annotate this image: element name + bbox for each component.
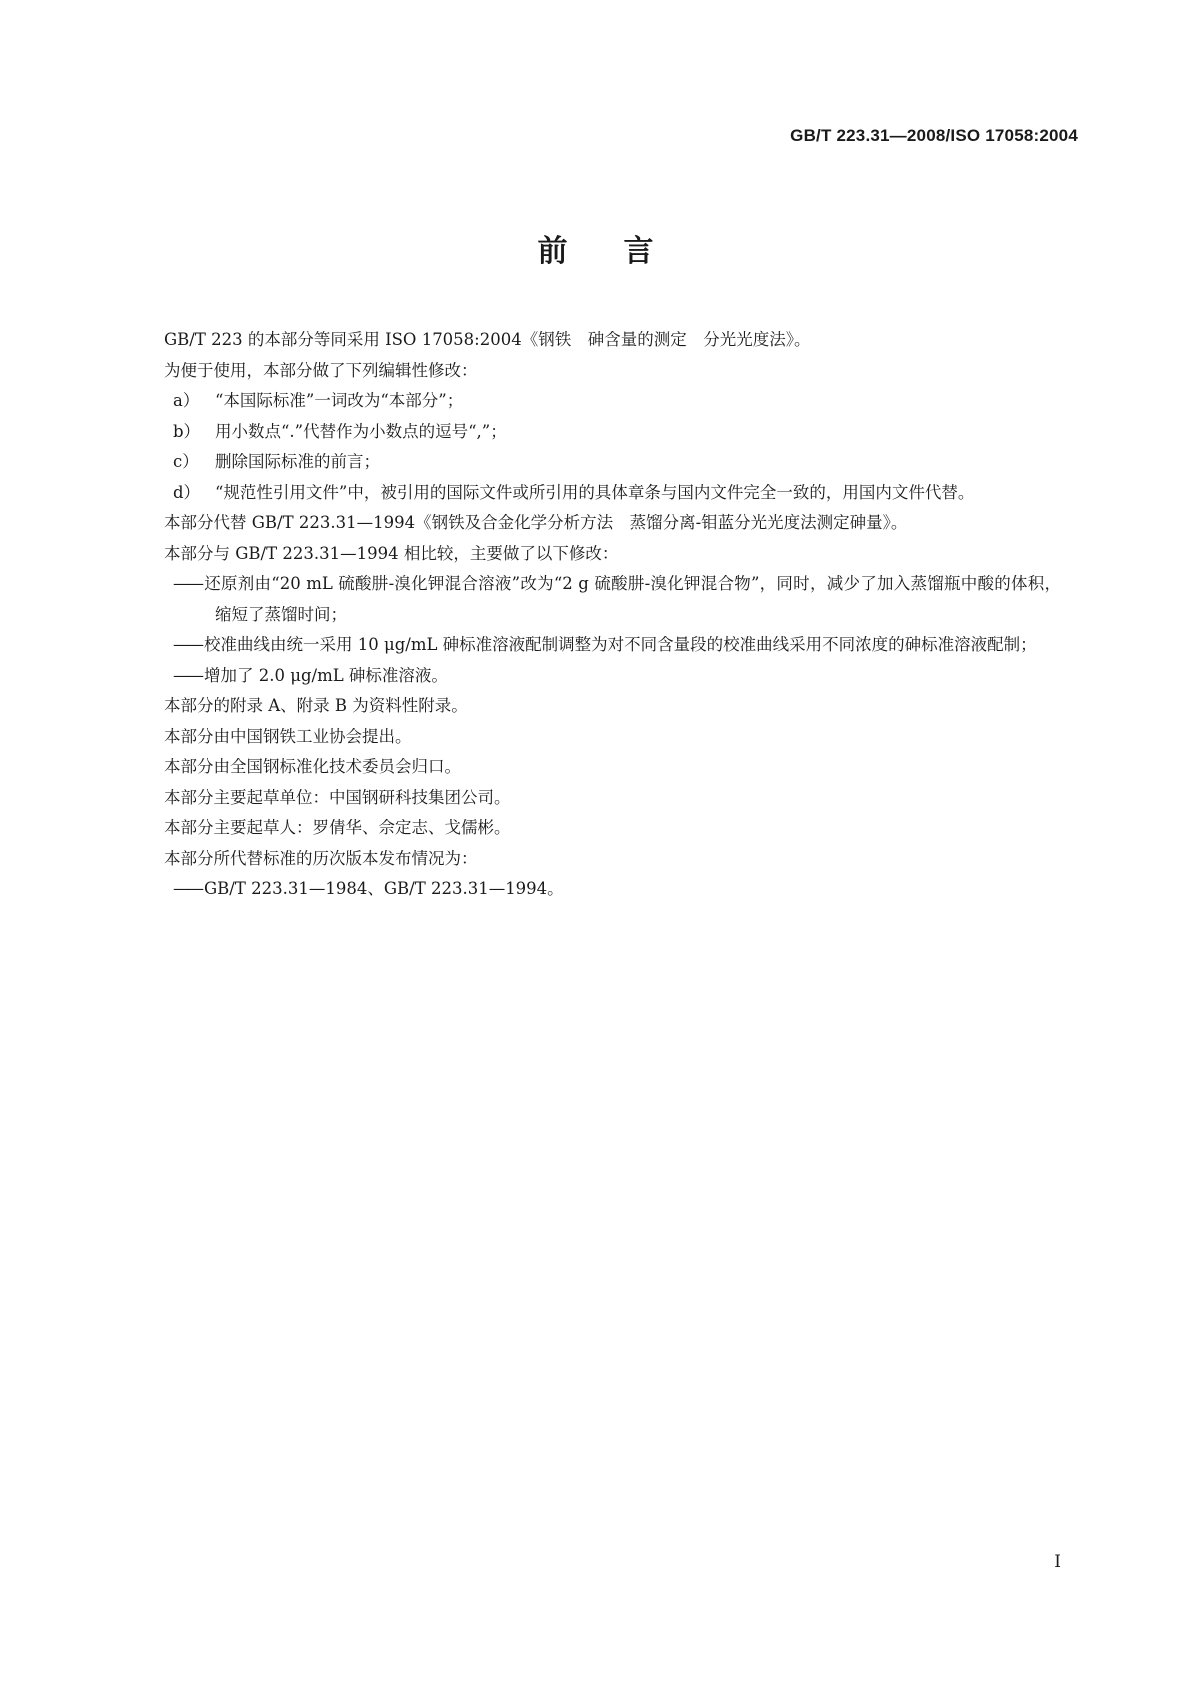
change-text: 校准曲线由统一采用 10 μg/mL 砷标准溶液配制调整为对不同含量段的校准曲线采用不同浓度的砷标准溶液配制； — [204, 635, 1037, 654]
dash-marker: —— — [173, 665, 202, 685]
dash-marker: —— — [173, 879, 202, 898]
standard-number-header: GB/T 223.31—2008/ISO 17058:2004 — [790, 126, 1078, 145]
drafting-organization: 本部分主要起草单位：中国钢研科技集团公司。 — [164, 787, 511, 807]
replacement-statement: 本部分代替 GB/T 223.31—1994《钢铁及合金化学分析方法 蒸馏分离-钼蓝分光光度法测定砷量》。 — [164, 513, 908, 532]
committee-statement: 本部分由全国钢标准化技术委员会归口。 — [164, 757, 461, 776]
editorial-change-item — [131, 447, 1061, 478]
adoption-statement: GB/T 223 的本部分等同采用 ISO 17058:2004《钢铁 砷含量的测定 分光光度法》。 — [164, 330, 811, 349]
history-text: GB/T 223.31—1984、GB/T 223.31—1994。 — [204, 879, 564, 898]
technical-changes-intro: 本部分与 GB/T 223.31—1994 相比较，主要做了以下修改： — [164, 543, 619, 563]
dash-marker: —— — [173, 574, 202, 593]
history-intro: 本部分所代替标准的历次版本发布情况为： — [164, 848, 478, 868]
dash-marker: —— — [173, 635, 202, 654]
change-text: 增加了 2.0 μg/mL 砷标准溶液。 — [204, 665, 448, 685]
technical-change-item — [131, 661, 1061, 692]
item-text: 删除国际标准的前言； — [215, 452, 380, 471]
drafters: 本部分主要起草人：罗倩华、佘定志、戈儒彬。 — [164, 818, 511, 837]
page-number: I — [1054, 1552, 1061, 1572]
item-marker: b） — [173, 421, 201, 441]
annex-statement: 本部分的附录 A、附录 B 为资料性附录。 — [164, 696, 468, 715]
technical-change-item — [131, 569, 1061, 630]
change-text: 还原剂由“20 mL 硫酸肼-溴化钾混合溶液”改为“2 g 硫酸肼-溴化钾混合物”，同时，减少了加入蒸馏瓶中酸的体积，缩短了蒸馏时间； — [204, 574, 1061, 624]
editorial-change-item — [131, 386, 1061, 417]
item-marker: d） — [173, 482, 201, 502]
technical-change-item — [131, 630, 1061, 661]
item-text: 用小数点“.”代替作为小数点的逗号“,”； — [215, 421, 507, 441]
editorial-change-item — [131, 478, 1061, 509]
proposer-statement: 本部分由中国钢铁工业协会提出。 — [164, 726, 412, 746]
item-marker: c） — [173, 452, 199, 471]
editorial-changes-intro: 为便于使用，本部分做了下列编辑性修改： — [164, 360, 478, 380]
page-title: 前言 — [537, 234, 710, 269]
item-text: “规范性引用文件”中，被引用的国际文件或所引用的具体章条与国内文件完全一致的，用国内文件代替。 — [215, 482, 975, 502]
history-item — [131, 874, 1061, 905]
item-text: “本国际标准”一词改为“本部分”； — [215, 391, 464, 410]
item-marker: a） — [173, 391, 200, 410]
editorial-change-item — [131, 417, 1061, 448]
foreword-body — [131, 325, 1061, 905]
